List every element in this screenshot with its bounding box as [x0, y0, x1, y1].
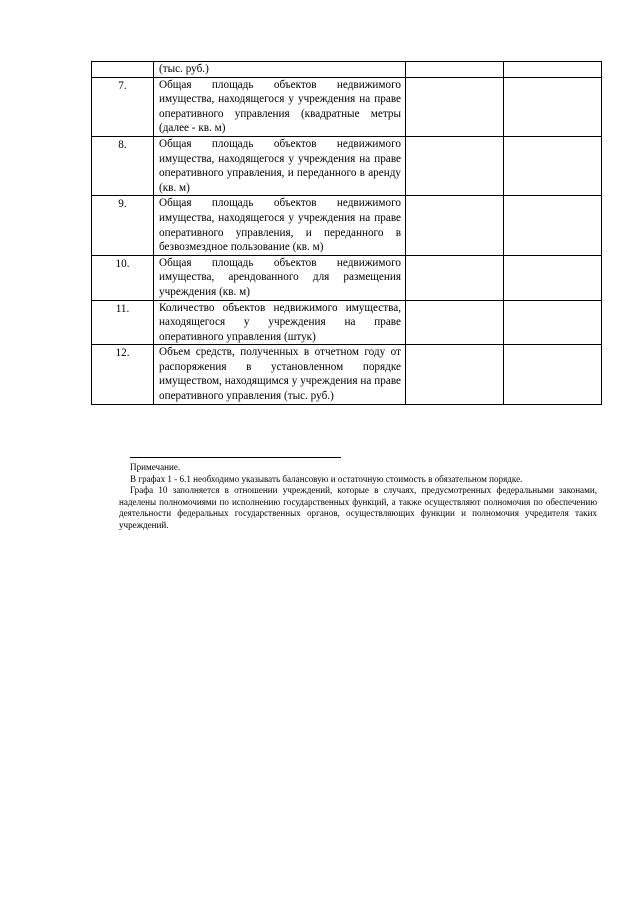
- value-cell-1: [406, 345, 504, 404]
- row-description: [154, 196, 406, 255]
- row-description-text: Объем средств, полученных в отчетном году от распоряжения в установленном порядке имуществом, находящимся у учреждения на праве оперативного управления (тыс. руб.): [159, 346, 401, 403]
- value-cell-1: [406, 62, 504, 78]
- value-cell-2: [504, 300, 602, 345]
- footnote-line: В графах 1 - 6.1 необходимо указывать балансовую и остаточную стоимость в обязательном порядке.: [130, 473, 523, 484]
- value-cell-2: [504, 345, 602, 404]
- value-cell-2: [504, 62, 602, 78]
- table-row: [92, 196, 602, 255]
- row-description-text: Количество объектов недвижимого имущества, находящегося у учреждения на праве оперативного управления (штук): [159, 301, 401, 343]
- row-description: [154, 300, 406, 345]
- value-cell-2: [504, 77, 602, 136]
- row-description: [154, 255, 406, 300]
- property-report-table: [91, 61, 602, 405]
- row-description-text: Общая площадь объектов недвижимого имущества, находящегося у учреждения на праве оперативного управления, и переданного в аренду (кв. м): [159, 137, 401, 194]
- row-number: [92, 62, 154, 78]
- row-number: 10.: [92, 255, 154, 300]
- row-description: [154, 345, 406, 404]
- value-cell-2: [504, 196, 602, 255]
- row-number: 12.: [92, 345, 154, 404]
- footnote-title: Примечание.: [130, 462, 181, 472]
- row-description: [154, 62, 406, 78]
- table-row: [92, 255, 602, 300]
- footnote-divider: [130, 457, 341, 458]
- table-row: [92, 300, 602, 345]
- row-number: 8.: [92, 136, 154, 195]
- value-cell-1: [406, 196, 504, 255]
- row-number: 9.: [92, 196, 154, 255]
- row-description-text: Общая площадь объектов недвижимого имущества, находящегося у учреждения на праве оперативного управления (квадратные метры (далее - кв. м): [159, 78, 401, 135]
- row-number: 11.: [92, 300, 154, 345]
- table-row: [92, 345, 602, 404]
- row-description: [154, 77, 406, 136]
- table-row: [92, 136, 602, 195]
- row-description-text: (тыс. руб.): [159, 63, 209, 75]
- footnote-block: [119, 462, 597, 532]
- value-cell-1: [406, 300, 504, 345]
- value-cell-1: [406, 77, 504, 136]
- value-cell-1: [406, 255, 504, 300]
- table-row: [92, 77, 602, 136]
- value-cell-2: [504, 255, 602, 300]
- value-cell-1: [406, 136, 504, 195]
- footnote-line: Графа 10 заполняется в отношении учреждений, которые в случаях, предусмотренных федеральными законами, наделены полномочиями по исполнению государственных функций, а также осуществляют полномочия по обеспечению деятельности федеральных государственных органов, осуществляющих функции и полномочия учредителя таких учреждений.: [119, 485, 597, 530]
- table-row: [92, 62, 602, 78]
- row-description-text: Общая площадь объектов недвижимого имущества, арендованного для размещения учреждения (кв. м): [159, 256, 401, 298]
- value-cell-2: [504, 136, 602, 195]
- row-number: 7.: [92, 77, 154, 136]
- row-description-text: Общая площадь объектов недвижимого имущества, находящегося у учреждения на праве оперативного управления, и переданного в безвозмездное пользование (кв. м): [159, 197, 401, 254]
- row-description: [154, 136, 406, 195]
